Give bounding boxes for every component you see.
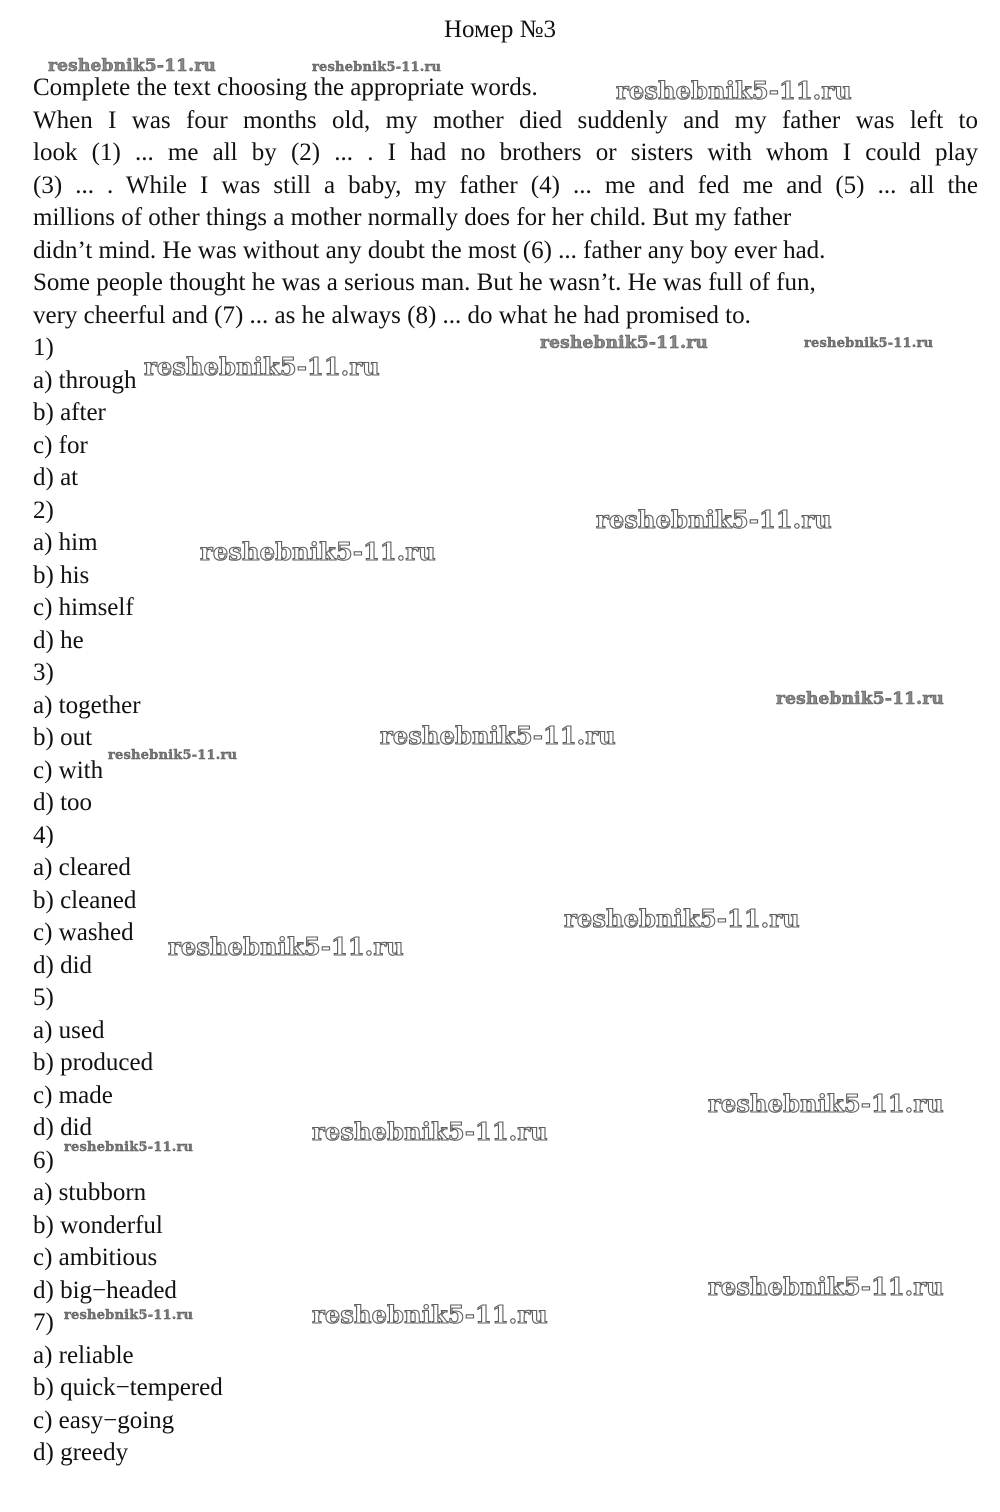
question-block <box>33 495 978 658</box>
answer-option: c) himself <box>33 594 134 621</box>
watermark: reshebnik5-11.ru <box>708 1089 944 1118</box>
answer-option: d) did <box>33 951 93 979</box>
answer-option: c) easy−going <box>33 1406 175 1434</box>
question-number: 7) <box>33 1309 54 1336</box>
answer-option: b) cleaned <box>33 886 137 914</box>
answer-option: b) wonderful <box>33 1211 163 1239</box>
watermark: reshebnik5-11.ru <box>144 352 380 381</box>
watermark: reshebnik5-11.ru <box>616 76 852 105</box>
answer-option: b) his <box>33 561 90 589</box>
answer-option: c) washed <box>33 919 134 946</box>
watermark: reshebnik5-11.ru <box>312 60 442 75</box>
answer-option: d) big−headed <box>33 1276 177 1304</box>
question-number: 2) <box>33 496 54 524</box>
watermark: reshebnik5-11.ru <box>200 537 436 566</box>
answer-option: a) used <box>33 1016 105 1044</box>
watermark: reshebnik5-11.ru <box>48 56 216 76</box>
answer-option: b) after <box>33 399 106 426</box>
passage-line: look (1) ... me all by (2) ... . I had no brothers or sisters with whom I could play <box>33 139 978 166</box>
answer-option: b) out <box>33 724 93 751</box>
passage-line: didn’t mind. He was without any doubt the most (6) ... father any boy ever had. <box>33 236 826 264</box>
watermark: reshebnik5-11.ru <box>596 505 832 534</box>
answer-option: c) for <box>33 431 88 459</box>
passage <box>33 105 978 333</box>
question-block <box>33 1307 978 1470</box>
watermark: reshebnik5-11.ru <box>380 721 616 750</box>
watermark: reshebnik5-11.ru <box>108 748 238 763</box>
answer-option: c) with <box>33 756 104 784</box>
question-number: 3) <box>33 659 54 686</box>
instruction-text: Complete the text choosing the appropriate words. <box>33 74 538 101</box>
passage-line: Some people thought he was a serious man. But he wasn’t. He was full of fun, <box>33 269 816 296</box>
question-number: 6) <box>33 1146 54 1174</box>
watermark: reshebnik5-11.ru <box>804 336 934 351</box>
answer-option: a) stubborn <box>33 1179 147 1206</box>
answer-option: d) he <box>33 626 84 654</box>
answer-option: a) together <box>33 691 141 719</box>
answer-option: d) at <box>33 464 79 491</box>
watermark: reshebnik5-11.ru <box>312 1300 548 1329</box>
watermark: reshebnik5-11.ru <box>64 1308 194 1323</box>
answer-option: d) did <box>33 1114 93 1141</box>
answer-option: a) him <box>33 529 98 556</box>
answer-option: b) produced <box>33 1049 154 1076</box>
answer-option: a) cleared <box>33 854 131 881</box>
passage-line: millions of other things a mother normally does for her child. But my father <box>33 204 792 231</box>
question-number: 5) <box>33 984 54 1011</box>
watermark: reshebnik5-11.ru <box>312 1117 548 1146</box>
answer-option: c) made <box>33 1081 113 1109</box>
watermark: reshebnik5-11.ru <box>776 689 944 709</box>
answer-option: d) greedy <box>33 1439 129 1466</box>
passage-line: (3) ... . While I was still a baby, my father (4) ... me and fed me and (5) ... all the <box>33 171 978 199</box>
watermark: reshebnik5-11.ru <box>64 1140 194 1155</box>
answer-option: c) ambitious <box>33 1244 158 1271</box>
watermark: reshebnik5-11.ru <box>564 904 800 933</box>
watermark: reshebnik5-11.ru <box>708 1272 944 1301</box>
question-number: 4) <box>33 821 54 849</box>
watermark: reshebnik5-11.ru <box>168 932 404 961</box>
answer-option: a) reliable <box>33 1341 134 1369</box>
answer-option: b) quick−tempered <box>33 1374 223 1401</box>
page-title: Номер №3 <box>443 16 557 43</box>
question-number: 1) <box>33 334 54 361</box>
answer-option: d) too <box>33 789 93 816</box>
answer-option: a) through <box>33 366 137 394</box>
watermark: reshebnik5-11.ru <box>540 333 708 353</box>
exercise-content <box>33 72 978 1470</box>
passage-line: very cheerful and (7) ... as he always (8) ... do what he had promised to. <box>33 301 751 329</box>
passage-line: When I was four months old, my mother died suddenly and my father was left to <box>33 106 978 134</box>
